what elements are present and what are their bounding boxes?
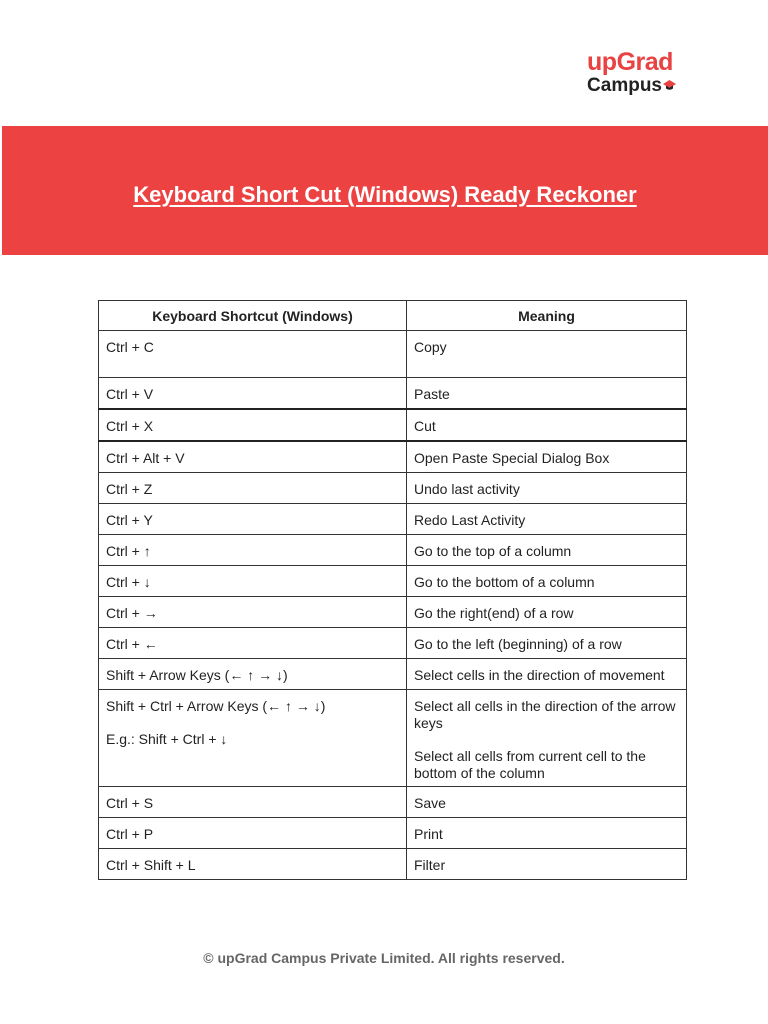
table-row xyxy=(99,378,687,410)
meaning-cell: Paste xyxy=(407,378,687,410)
meaning-cell xyxy=(407,690,687,787)
page-title: Keyboard Short Cut (Windows) Ready Reckoner xyxy=(133,181,637,207)
table-header-row xyxy=(99,301,687,331)
table-row xyxy=(99,818,687,849)
column-header-shortcut: Keyboard Shortcut (Windows) xyxy=(99,301,407,331)
table-row xyxy=(99,535,687,566)
table-row xyxy=(99,409,687,441)
shortcut-cell: Ctrl + → xyxy=(99,597,407,628)
logo-line-upgrad: upGrad xyxy=(587,48,673,76)
shortcut-cell: Ctrl + Z xyxy=(99,473,407,504)
shortcut-cell: Ctrl + Y xyxy=(99,504,407,535)
example-shortcut-text: E.g.: Shift + Ctrl + ↓ xyxy=(106,731,228,747)
table-row xyxy=(99,628,687,659)
logo-line-campus xyxy=(587,76,676,95)
shortcut-cell: Ctrl + V xyxy=(99,378,407,410)
table-row xyxy=(99,787,687,818)
shortcut-cell: Ctrl + P xyxy=(99,818,407,849)
shortcut-text: Shift + Ctrl + Arrow Keys (← ↑ → ↓) xyxy=(106,698,326,714)
meaning-cell: Go to the bottom of a column xyxy=(407,566,687,597)
table-row xyxy=(99,473,687,504)
table-row xyxy=(99,441,687,473)
shortcut-cell xyxy=(99,690,407,787)
table-row xyxy=(99,566,687,597)
meaning-cell: Open Paste Special Dialog Box xyxy=(407,441,687,473)
meaning-cell: Cut xyxy=(407,409,687,441)
shortcut-cell: Ctrl + Alt + V xyxy=(99,441,407,473)
shortcut-cell: Ctrl + ↓ xyxy=(99,566,407,597)
shortcut-cell: Ctrl + Shift + L xyxy=(99,849,407,880)
copyright-footer: © upGrad Campus Private Limited. All rights reserved. xyxy=(203,950,565,966)
meaning-cell: Go the right(end) of a row xyxy=(407,597,687,628)
meaning-text: Select all cells in the direction of the arrow keys xyxy=(414,698,676,731)
shortcut-cell: Ctrl + ← xyxy=(99,628,407,659)
meaning-cell: Go to the top of a column xyxy=(407,535,687,566)
shortcut-cell: Shift + Arrow Keys (← ↑ → ↓) xyxy=(99,659,407,690)
meaning-cell: Undo last activity xyxy=(407,473,687,504)
table-row xyxy=(99,659,687,690)
meaning-cell: Select cells in the direction of movement xyxy=(407,659,687,690)
graduation-cap-icon xyxy=(663,80,676,91)
meaning-cell: Filter xyxy=(407,849,687,880)
table-row xyxy=(99,597,687,628)
logo-campus-text: Campus xyxy=(587,75,662,96)
upgrad-campus-logo xyxy=(587,50,676,95)
meaning-cell: Print xyxy=(407,818,687,849)
shortcut-cell: Ctrl + S xyxy=(99,787,407,818)
shortcut-cell: Ctrl + C xyxy=(99,331,407,378)
table-row xyxy=(99,690,687,787)
example-meaning-text: Select all cells from current cell to the bottom of the column xyxy=(414,748,646,781)
table-row xyxy=(99,849,687,880)
table-row xyxy=(99,504,687,535)
shortcut-cell: Ctrl + ↑ xyxy=(99,535,407,566)
meaning-cell: Save xyxy=(407,787,687,818)
meaning-cell: Copy xyxy=(407,331,687,378)
shortcut-cell: Ctrl + X xyxy=(99,409,407,441)
title-banner xyxy=(2,126,768,255)
table-row xyxy=(99,331,687,378)
meaning-cell: Go to the left (beginning) of a row xyxy=(407,628,687,659)
column-header-meaning: Meaning xyxy=(407,301,687,331)
meaning-cell: Redo Last Activity xyxy=(407,504,687,535)
shortcut-table xyxy=(98,300,687,880)
